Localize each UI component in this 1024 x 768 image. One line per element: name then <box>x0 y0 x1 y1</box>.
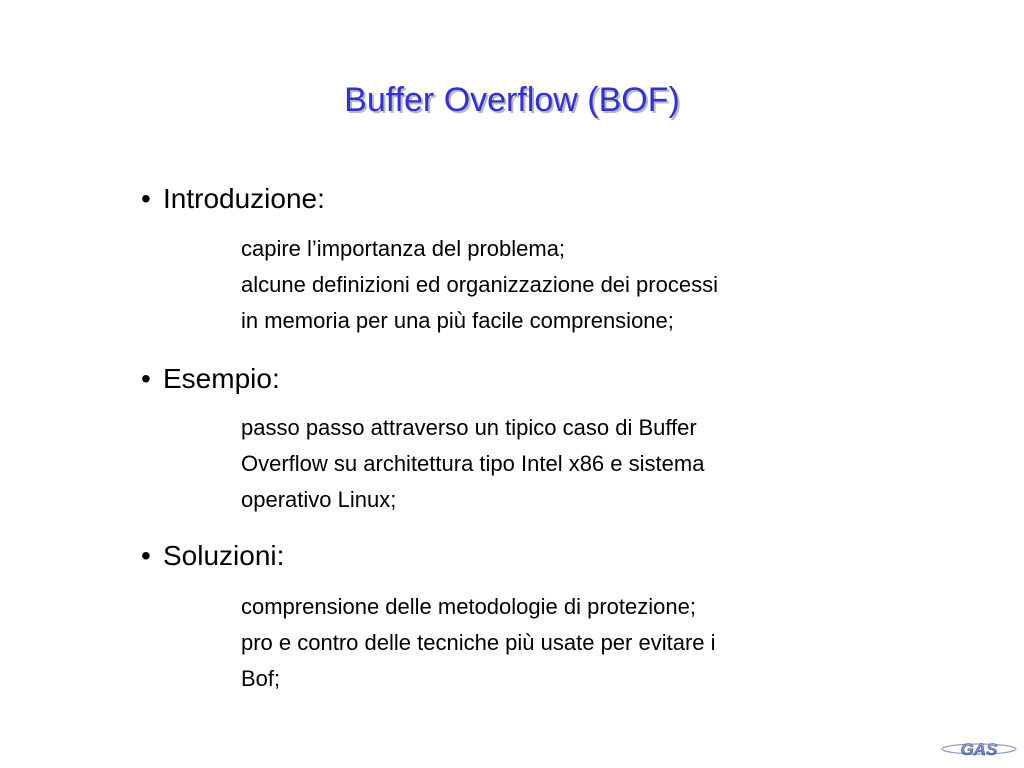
sub-line: in memoria per una più facile comprensione; <box>241 308 674 333</box>
bullet-dot: • <box>141 540 151 571</box>
sub-line: alcune definizioni ed organizzazione dei processi <box>241 272 718 297</box>
bullet-esempio <box>141 361 280 397</box>
sub-line: pro e contro delle tecniche più usate per evitare i <box>241 630 716 655</box>
sub-list-soluzioni <box>241 589 941 697</box>
sub-list-introduzione <box>241 231 941 339</box>
sub-list-esempio <box>241 410 941 518</box>
sub-line: Bof; <box>241 666 281 691</box>
slide-title: Buffer Overflow (BOF) <box>344 81 680 119</box>
sub-line: comprensione delle metodologie di protezione; <box>241 594 696 619</box>
bullet-heading: Introduzione: <box>163 183 325 214</box>
gas-logo-icon <box>940 738 1018 760</box>
bullet-dot: • <box>141 363 151 394</box>
bullet-introduzione <box>141 181 325 217</box>
sub-line: Overflow su architettura tipo Intel x86 e sistema <box>241 451 705 476</box>
bullet-heading: Soluzioni: <box>163 540 285 571</box>
sub-line: operativo Linux; <box>241 487 397 512</box>
sub-line: capire l’importanza del problema; <box>241 236 566 261</box>
bullet-heading: Esempio: <box>163 363 280 394</box>
sub-line: passo passo attraverso un tipico caso di Buffer <box>241 415 697 440</box>
bullet-dot: • <box>141 183 151 214</box>
bullet-soluzioni <box>141 538 284 574</box>
gas-logo-text: GAS <box>960 740 998 759</box>
